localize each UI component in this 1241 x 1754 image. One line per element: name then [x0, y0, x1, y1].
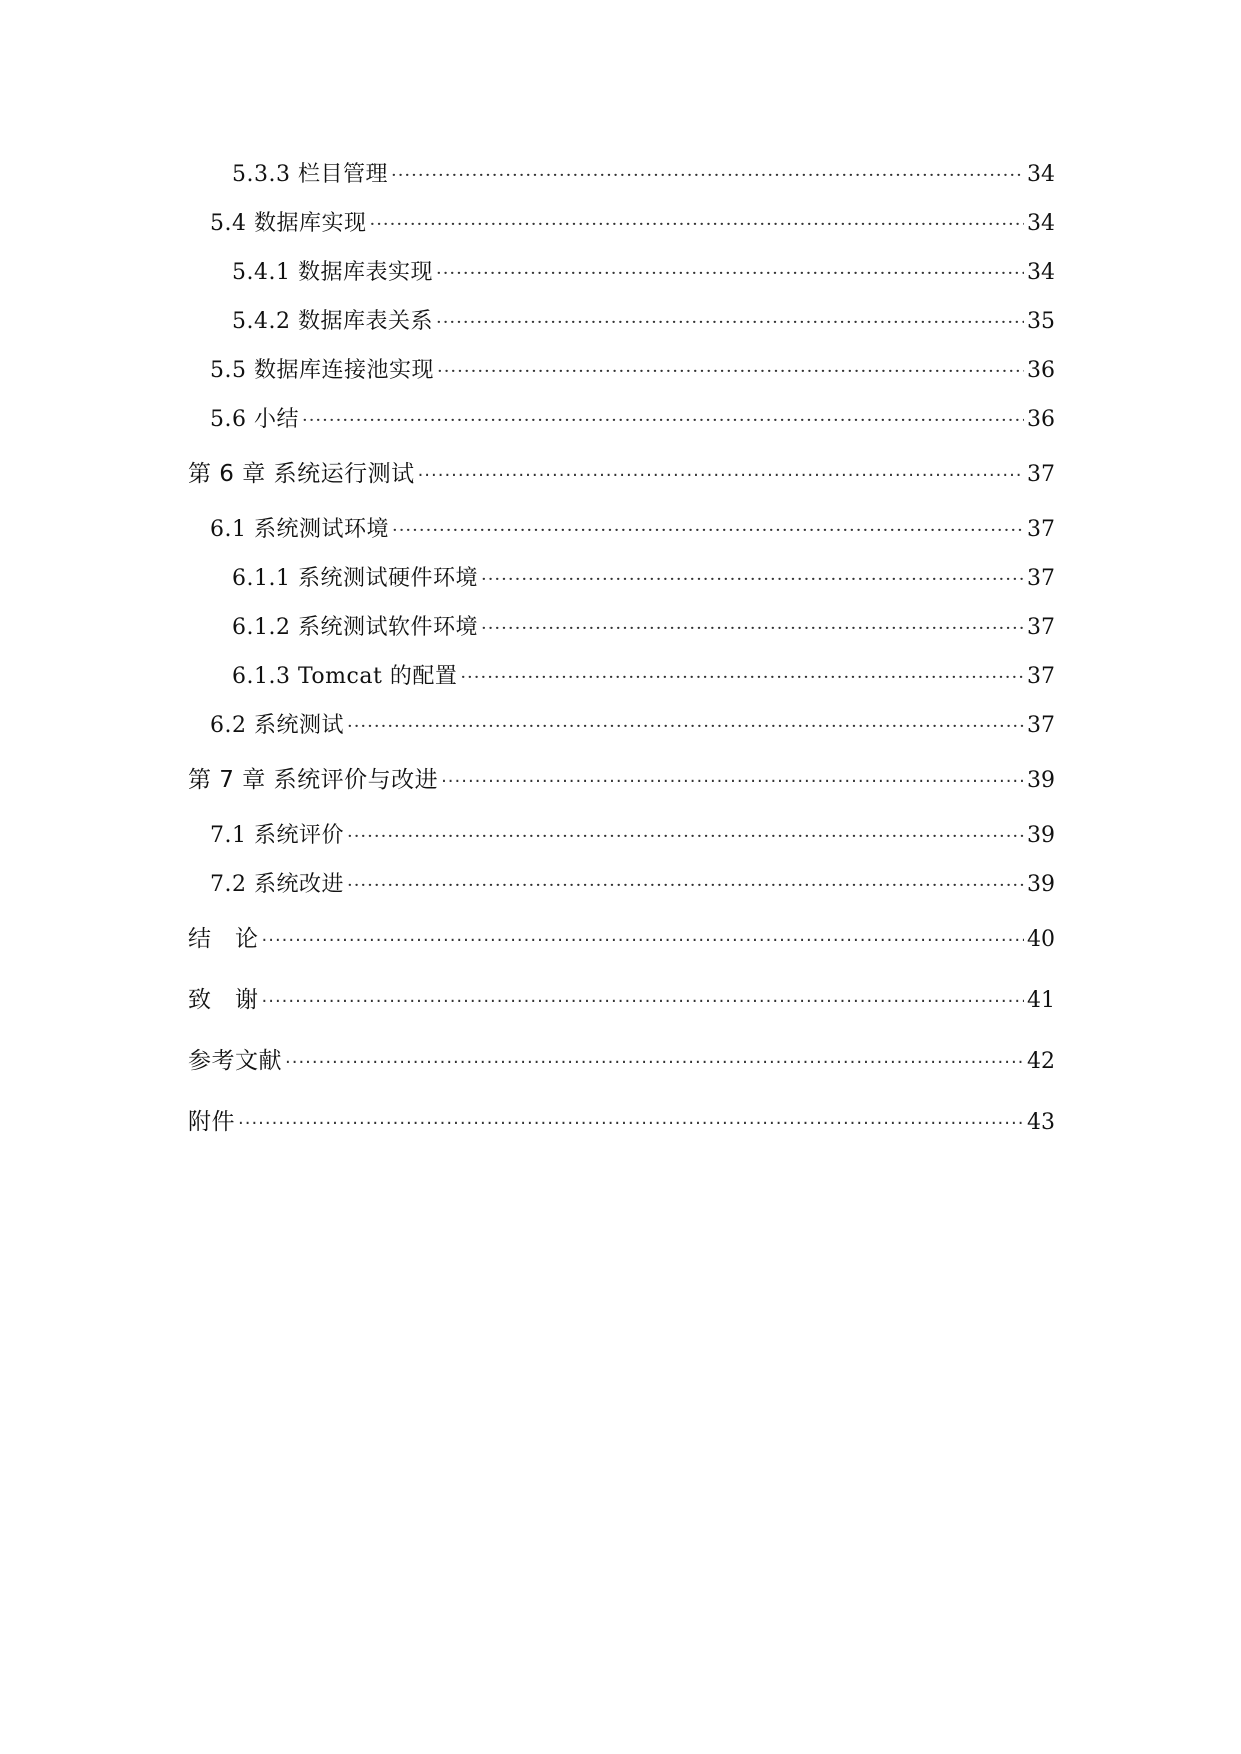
toc-entry[interactable] [188, 970, 1055, 1031]
toc-dot-leader [347, 861, 1024, 910]
toc-entry[interactable] [188, 603, 1055, 652]
toc-entry-page-number: 35 [1027, 309, 1055, 334]
toc-entry[interactable] [188, 811, 1055, 860]
toc-entry-page-number: 34 [1027, 260, 1055, 285]
toc-entry-page-number: 37 [1027, 517, 1055, 542]
toc-dot-leader [436, 298, 1024, 347]
toc-entry[interactable] [188, 150, 1055, 199]
toc-entry-page-number: 37 [1027, 664, 1055, 689]
toc-dot-leader [262, 971, 1025, 1032]
toc-entry[interactable] [188, 652, 1055, 701]
toc-entry[interactable] [188, 444, 1055, 505]
toc-dot-leader [369, 200, 1024, 249]
toc-dot-leader [347, 702, 1024, 751]
toc-entry-page-number: 37 [1027, 462, 1055, 487]
toc-entry-label: 5.6 小结 [210, 407, 299, 432]
toc-entry-label: 5.4.2 数据库表关系 [232, 309, 433, 334]
toc-dot-leader [481, 604, 1024, 653]
toc-entry-page-number: 34 [1027, 162, 1055, 187]
toc-entry-page-number: 41 [1027, 988, 1055, 1013]
toc-dot-leader [441, 751, 1024, 812]
toc-entry-page-number: 43 [1027, 1110, 1055, 1135]
table-of-contents [188, 150, 1055, 1153]
toc-entry-label: 第 7 章 系统评价与改进 [188, 767, 439, 793]
toc-entry-label: 5.4 数据库实现 [210, 211, 367, 236]
toc-entry-label: 6.1.3 Tomcat 的配置 [232, 664, 458, 689]
toc-dot-leader [436, 249, 1024, 298]
toc-entry-label: 参考文献 [188, 1048, 282, 1074]
toc-entry-page-number: 34 [1027, 211, 1055, 236]
toc-dot-leader [302, 396, 1024, 445]
toc-dot-leader [285, 1032, 1024, 1093]
toc-entry-page-number: 36 [1027, 407, 1055, 432]
toc-entry-label: 7.2 系统改进 [210, 872, 344, 897]
toc-dot-leader [460, 653, 1024, 702]
toc-entry-page-number: 36 [1027, 358, 1055, 383]
toc-entry-page-number: 37 [1027, 713, 1055, 738]
toc-entry-label: 第 6 章 系统运行测试 [188, 461, 415, 487]
toc-entry-label: 致 谢 [188, 987, 259, 1013]
toc-entry[interactable] [188, 248, 1055, 297]
toc-entry-page-number: 40 [1027, 927, 1055, 952]
toc-entry-label: 6.1.2 系统测试软件环境 [232, 615, 478, 640]
toc-entry[interactable] [188, 199, 1055, 248]
toc-entry-label: 附件 [188, 1109, 235, 1135]
toc-entry-label: 结 论 [188, 926, 259, 952]
toc-entry-label: 7.1 系统评价 [210, 823, 344, 848]
toc-entry[interactable] [188, 1031, 1055, 1092]
toc-dot-leader [238, 1093, 1024, 1154]
toc-entry-label: 5.3.3 栏目管理 [232, 162, 388, 187]
toc-entry-label: 6.2 系统测试 [210, 713, 344, 738]
toc-entry-label: 6.1.1 系统测试硬件环境 [232, 566, 478, 591]
toc-entry[interactable] [188, 395, 1055, 444]
toc-entry-page-number: 39 [1027, 823, 1055, 848]
toc-entry[interactable] [188, 505, 1055, 554]
toc-entry[interactable] [188, 909, 1055, 970]
toc-dot-leader [347, 812, 1024, 861]
toc-dot-leader [391, 151, 1024, 200]
toc-dot-leader [418, 445, 1024, 506]
toc-entry-page-number: 39 [1027, 768, 1055, 793]
toc-dot-leader [437, 347, 1024, 396]
toc-dot-leader [392, 506, 1024, 555]
toc-entry[interactable] [188, 860, 1055, 909]
toc-dot-leader [481, 555, 1024, 604]
toc-dot-leader [262, 910, 1025, 971]
toc-entry[interactable] [188, 1092, 1055, 1153]
toc-entry[interactable] [188, 750, 1055, 811]
toc-entry[interactable] [188, 554, 1055, 603]
toc-entry-page-number: 37 [1027, 566, 1055, 591]
toc-entry-label: 6.1 系统测试环境 [210, 517, 389, 542]
toc-entry-label: 5.5 数据库连接池实现 [210, 358, 434, 383]
toc-entry[interactable] [188, 701, 1055, 750]
toc-entry[interactable] [188, 297, 1055, 346]
toc-entry[interactable] [188, 346, 1055, 395]
toc-entry-page-number: 42 [1027, 1049, 1055, 1074]
toc-entry-page-number: 39 [1027, 872, 1055, 897]
toc-entry-page-number: 37 [1027, 615, 1055, 640]
toc-entry-label: 5.4.1 数据库表实现 [232, 260, 433, 285]
